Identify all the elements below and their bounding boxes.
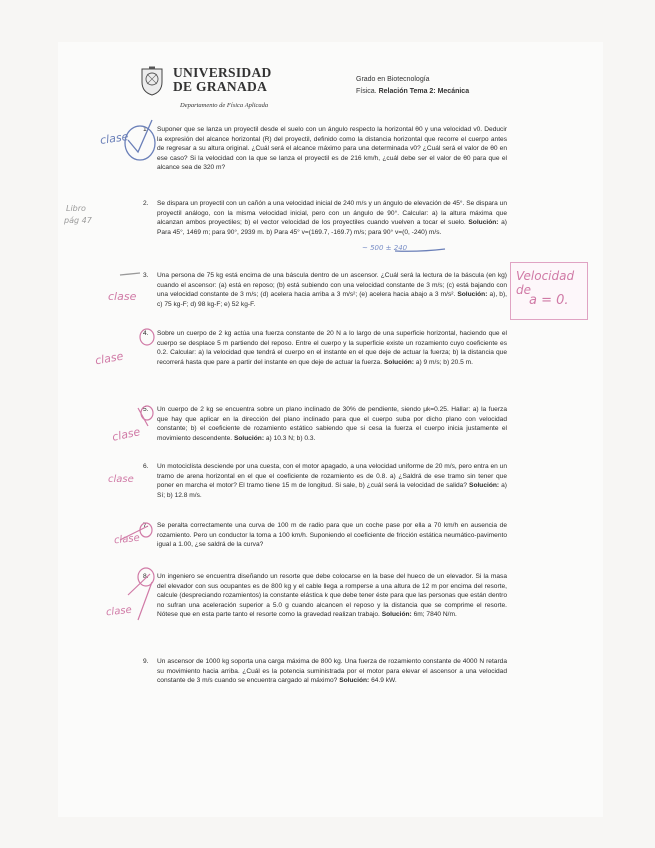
circle-mark [141,406,153,420]
slash-mark [120,526,148,540]
solution-label: Solución: [381,611,412,619]
handwritten-note: Libro [66,204,86,213]
solution-text: a), b), c) 75 kg-F; d) 98 kg-F; e) 52 kg-F. [157,291,507,308]
circle-mark [125,126,155,160]
handwritten-note: clase [108,474,134,485]
handwritten-note: clase [94,349,125,368]
solution-label: Solución: [469,482,500,490]
handwritten-note: clase [108,290,137,303]
solution-text: a) Sí; b) 12.8 m/s. [157,482,507,499]
solution-label: Solución: [468,219,499,227]
handwritten-note: clase [110,425,142,444]
university-name: UNIVERSIDAD DE GRANADA [173,65,272,94]
degree-name: Grado en Biotecnología [356,76,430,83]
underline-mark [395,249,445,251]
solution-text: a) 10.3 N; b) 0.3. [265,434,316,442]
solution-label: Solución: [339,677,370,685]
problem-number: 3. [143,272,149,279]
solution-label: Solución: [457,291,488,299]
check-mark [138,408,148,426]
problem-text: Se peralta correctamente una curva de 100 m de radio para que un coche pase por ella a 70 km/h en ausencia de rozamiento. Pero un conductor la toma a 100 km/h. Suponiendo el coeficiente de fricción estática neumático-pavimento igual a 1.00, ¿se saldrá de la curva? [157,522,507,549]
handwritten-note: clase [105,604,133,619]
dash-mark [120,273,140,275]
solution-label: Solución: [383,358,414,366]
handwritten-note: clase [113,532,141,547]
problem-text: Un ascensor de 1000 kg soporta una carga máxima de 800 kg. Una fuerza de rozamiento constante de 4000 N retarda su movimiento hacia arriba. ¿Cuál es la potencia suministrada por el motor para elevar el ascensor a una velocidad constante de 3 m/s cuando se encuentra cargado al máximo? [157,658,507,685]
solution-text: 6m; 7840 N/m. [413,611,457,619]
handwritten-note-box: Velocidad de a = 0. [510,262,588,320]
problem-text: Se dispara un proyectil con un cañón a una velocidad inicial de 240 m/s y un ángulo de elevación de 45°. Se dispara un proyectil análogo, con la misma velocidad inicial, pero con un ángulo de 90°. Calcular: a) la altura máxima que alcanzan ambos proyectiles; b) el vector velocidad de los proyectiles cuando vuelven a tocar el suelo. [157,200,507,227]
circle-mark [140,523,152,537]
problem-number: 5. [143,406,149,413]
solution-label: Solución: [233,434,265,442]
problem-number: 7. [143,522,149,529]
subject-line: Física. Relación Tema 2: Mecánica [356,88,470,95]
solution-text: a) Para 45°, 1469 m; para 90°, 2939 m. b) Para 45° v=(169.7, -169.7) m/s; para 90° v=(0, -240) m/s. [157,219,507,236]
handwritten-note: clase [99,130,130,147]
problem-text: Sobre un cuerpo de 2 kg actúa una fuerza constante de 20 N a lo largo de una superficie horizontal, haciendo que el cuerpo se desplace 5 m partiendo del reposo. Entre el cuerpo y la superficie existe un rozamiento cuyo coeficiente es 0.2. Calcular: a) la velocidad que tendrá el cuerpo en el instante en el que deje de actuar la fuerza; b) la distancia que recorrerá hasta que pare a partir del instante en que deje de actuar la fuerza. [157,330,507,366]
solution-text: 64.9 kW. [371,677,397,685]
problem-text: Un cuerpo de 2 kg se encuentra sobre un plano inclinado de 30% de pendiente, siendo μk=0.25. Hallar: a) la fuerza que hay que aplicar en la dirección del plano inclinado para que el cuerpo suba por dicho plano con velocidad constante; b) el coeficiente de rozamiento estático sabiendo que si cesa la fuerza el cuerpo inicia justamente el movimiento descendente. [157,406,507,442]
problem-text: Suponer que se lanza un proyectil desde el suelo con un ángulo respecto la horizontal θ0 y una velocidad v0. Deducir la expresión del alcance horizontal (R) del proyectil, definido como la distancia horizontal que recorre el cuerpo antes de regresar a su altura original. ¿Cuál será el alcance máximo para una determinada v0? ¿Cuál será el valor de θ0 en ese caso? Si la velocidad con la que se lanza el proyectil es de 216 km/h, ¿cuál debe ser el valor de θ0 para que el alcance sea de 320 m? [157,126,507,172]
problem-number: 1. [143,126,149,133]
department-name: Departamento de Física Aplicada [180,102,269,109]
problem-number: 4. [143,330,149,337]
slash-mark [128,574,152,620]
check-mark [128,120,152,152]
problem-text: Una persona de 75 kg está encima de una báscula dentro de un ascensor. ¿Cuál será la lectura de la báscula (en kg) cuando el ascensor: (a) está en reposo; (b) está subiendo con una velocidad constante de 3 m/s; (c) está bajando con una velocidad constante de 3 m/s; (d) acelera hacia arriba a 3 m/s²; (e) acelera hacia abajo a 3 m/s². [157,272,507,299]
solution-text: a) 9 m/s; b) 20.5 m. [415,358,473,366]
problem-number: 8. [143,573,149,580]
handwritten-scribble: ~ 500 ± 240 [362,244,408,252]
circle-mark [140,329,154,345]
problem-number: 2. [143,200,149,207]
problem-number: 9. [143,658,149,665]
problem-number: 6. [143,463,149,470]
problem-text: Un motociclista desciende por una cuesta, con el motor apagado, a una velocidad uniforme de 20 m/s, pero entra en un tramo de arena horizontal en el que el coeficiente de rozamiento es de 0.8. a) ¿Saldrá de ese tramo sin tener que poner en marcha el motor? El tramo tiene 15 m de longitud. Si sale, b) ¿cuál será la velocidad de salida? [157,463,507,490]
problem-text: Un ingeniero se encuentra diseñando un resorte que debe colocarse en la base del hueco de un elevador. Si la masa del elevador con sus ocupantes es de 800 kg y el cable llega a romperse a una altura de 12 m por encima del resorte, calcule (despreciando rozamientos) la constante elástica k que debe tener éste para que las personas que están dentro no sufran una aceleración superior a 5.0 g cuando alcancen el reposo y la distancia que se comprime el resorte. Nótese que en esta parte tanto el resorte como la gravedad realizan trabajo. [157,573,507,619]
handwritten-note: pág 47 [64,216,92,225]
